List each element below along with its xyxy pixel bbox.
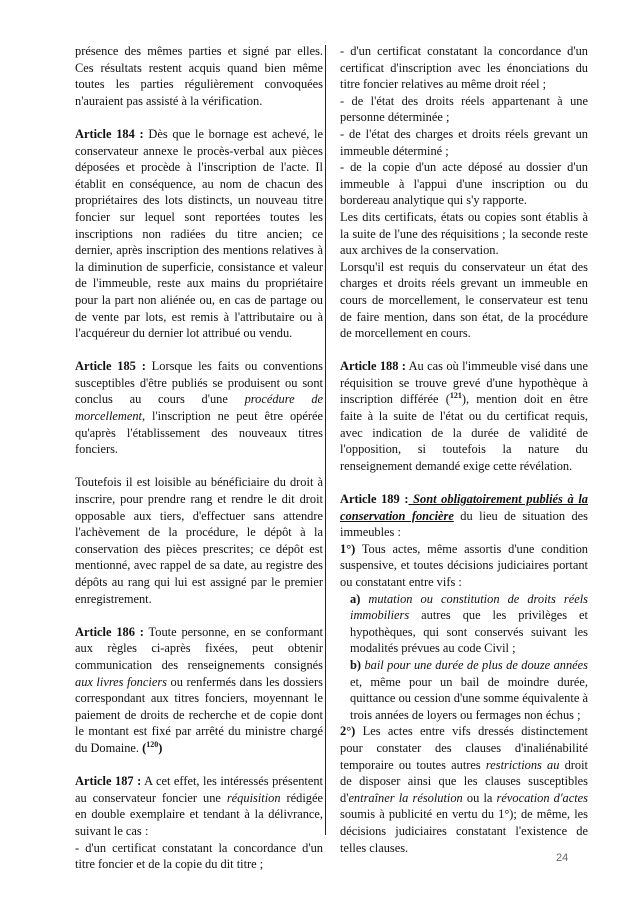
point-b-label: b) bbox=[350, 657, 362, 672]
article-186 bbox=[75, 624, 323, 757]
article-186-text-2: ou renfermés dans les dossiers correspondant aux titres fonciers, moyennant le paiement de droits de recherche et de copie dont le montant est fixé par arrêté du ministre chargé du Domaine. bbox=[75, 674, 324, 755]
list-item: - de l'état des charges et droits réels grevant un immeuble déterminé ; bbox=[340, 126, 588, 158]
article-188 bbox=[340, 358, 588, 474]
list-item: - d'un certificat constatant la concordance d'un certificat d'inscription avec les énonciations du titre foncier relatives au même droit réel ; bbox=[340, 44, 588, 92]
point-2-emphasis-3: révocation d'actes bbox=[496, 790, 588, 805]
point-2-text-1: Les actes entre vifs dressés distinctement pour constater des clauses d'inaliénabilité temporaire ou toutes autres bbox=[340, 724, 588, 772]
point-2-number: 2°) bbox=[340, 724, 356, 739]
article-187-label: Article 187 : bbox=[75, 774, 142, 789]
point-1-number: 1°) bbox=[340, 541, 356, 556]
point-b-emphasis: bail pour une durée de plus de douze années bbox=[361, 657, 588, 672]
list-item: - de l'état des droits réels appartenant à une personne déterminée ; bbox=[340, 93, 588, 125]
point-2-text-2: droit de disposer ainsi que les clauses susceptibles d' bbox=[340, 757, 588, 805]
right-column bbox=[340, 43, 588, 856]
footnote-ref-121: 121 bbox=[449, 391, 462, 401]
article-184-text: Dès que le bornage est achevé, le conservateur annexe le procès-verbal aux pièces déposées et procède à l'inscription de l'acte. Il établit en conséquence, au nom de chacun des propriétaires des lots distincts, un nouveau titre foncier sur lequel sont reportées toutes les inscriptions non radiées du titre ancien; ce dernier, après inscription des mentions relatives à la diminution de superficie, consistance et valeur de l'immeuble, reste aux mains du propriétaire pour la part non aliénée ou, en cas de partage ou de vente par lots, est remis à l'attributaire ou à l'acquéreur du dernier lot attribué ou vendu. bbox=[75, 126, 323, 341]
article-189-label: Article 189 : bbox=[340, 492, 409, 507]
paragraph-toutefois: Toutefois il est loisible au bénéficiaire du droit à inscrire, pour prendre rang et rendre le dit droit opposable aux tiers, d'effectuer sans attendre l'achèvement de la procédure, le dépôt à la conservation des pièces prescrites; ce dépôt est mentionné, avec rappel de sa date, au registre des dépôts au rang qui lui est assigné par le premier enregistrement. bbox=[75, 475, 323, 606]
article-187-item-1: - d'un certificat constatant la concordance d'un titre foncier et de la copie du dit titre ; bbox=[75, 840, 323, 872]
article-184 bbox=[75, 126, 323, 342]
column-divider bbox=[325, 45, 326, 835]
article-187-text-1: A cet effet, les intéressés présentent au conservateur foncier une bbox=[75, 774, 323, 805]
article-188-text-1: Au cas où l'immeuble visé dans une réquisition se trouve grevé d'une hypothèque à inscription différée ( bbox=[340, 359, 588, 407]
article-187-emphasis: réquisition bbox=[226, 790, 281, 805]
paragraph-verification: présence des mêmes parties et signé par elles. Ces résultats restent acquis quand bien même toutes les parties régulièrement convoquées n'auraient pas assisté à la vérification. bbox=[75, 44, 323, 108]
article-189 bbox=[340, 491, 588, 541]
point-2-text-4: soumis à publicité en vertu du 1°); de même, les décisions judiciaires constatant l'existence de telles clauses. bbox=[340, 807, 588, 855]
page-number: 24 bbox=[556, 852, 569, 864]
article-186-text-1: Toute personne, en se conformant aux règles ci-après fixées, peut obtenir communication des renseignements consignés bbox=[75, 624, 323, 672]
point-2-emphasis-1: restrictions au bbox=[485, 757, 560, 772]
point-b-text: et, même pour un bail de moindre durée, quittance ou cession d'une somme équivalente à trois années de loyers ou fermages non échus ; bbox=[350, 674, 588, 722]
point-2-emphasis-2: entraîner la résolution bbox=[348, 790, 463, 805]
article-189-point-1 bbox=[340, 541, 588, 591]
point-a-emphasis: mutation ou constitution de droits réels immobiliers bbox=[350, 591, 588, 623]
article-184-label: Article 184 : bbox=[75, 126, 144, 141]
article-189-point-a bbox=[340, 591, 588, 657]
article-185-text-1: Lorsque les faits ou conventions susceptibles d'être publiés se produisent ou sont conclus au cours d'une bbox=[75, 359, 323, 407]
paragraph-certificats: Les dits certificats, états ou copies sont établis à la suite de l'une des réquisitions ; la seconde reste aux archives de la conservation. bbox=[340, 209, 588, 258]
footnote-ref-120: ($^{120}$) bbox=[142, 739, 163, 755]
paragraph-lorsquil: Lorsqu'il est requis du conservateur un état des charges et droits réels grevant un immeuble en cours de morcellement, le conservateur est tenu de faire mention, dans son état, de la procédure de morcellement en cours. bbox=[340, 259, 588, 341]
article-185 bbox=[75, 358, 323, 458]
article-187-text-2: rédigée en double exemplaire et tendant à la délivrance, suivant le cas : bbox=[75, 790, 323, 838]
left-column bbox=[75, 43, 323, 873]
article-187 bbox=[75, 773, 323, 839]
article-189-point-2 bbox=[340, 723, 588, 856]
article-189-heading: Sont obligatoirement publiés à la conservation foncière bbox=[340, 492, 588, 523]
article-185-text-2: , l'inscription ne peut être opérée qu'après l'établissement des nouveaux titres fonciers. bbox=[75, 409, 323, 457]
article-189-text: du lieu de situation des immeubles : bbox=[340, 508, 588, 540]
list-item: - de la copie d'un acte déposé au dossier d'un immeuble à l'appui d'une inscription ou du bordereau analytique qui s'y rapporte. bbox=[340, 160, 588, 208]
point-2-text-3: ou la bbox=[462, 790, 497, 805]
article-186-label: Article 186 : bbox=[75, 624, 144, 639]
point-a-text: autres que les privilèges et hypothèques, qui sont conservés suivant les modalités prévues au code Civil ; bbox=[350, 608, 588, 656]
article-188-label: Article 188 : bbox=[340, 359, 406, 374]
article-189-point-b bbox=[340, 657, 588, 723]
article-185-emphasis: procédure de morcellement bbox=[75, 392, 324, 424]
article-188-text-2: ), mention doit en être faite à la suite de l'état ou du certificat requis, avec indication de la durée de validité de l'opposition, si toutefois la nature du renseignement demandé exige cette révélation. bbox=[340, 392, 588, 473]
article-186-emphasis: aux livres fonciers bbox=[75, 674, 167, 689]
point-a-label: a) bbox=[350, 591, 361, 606]
point-1-text: Tous actes, même assortis d'une condition suspensive, et toutes décisions judiciaires portant ou constatant entre vifs : bbox=[340, 541, 588, 589]
article-185-label: Article 185 : bbox=[75, 359, 146, 374]
